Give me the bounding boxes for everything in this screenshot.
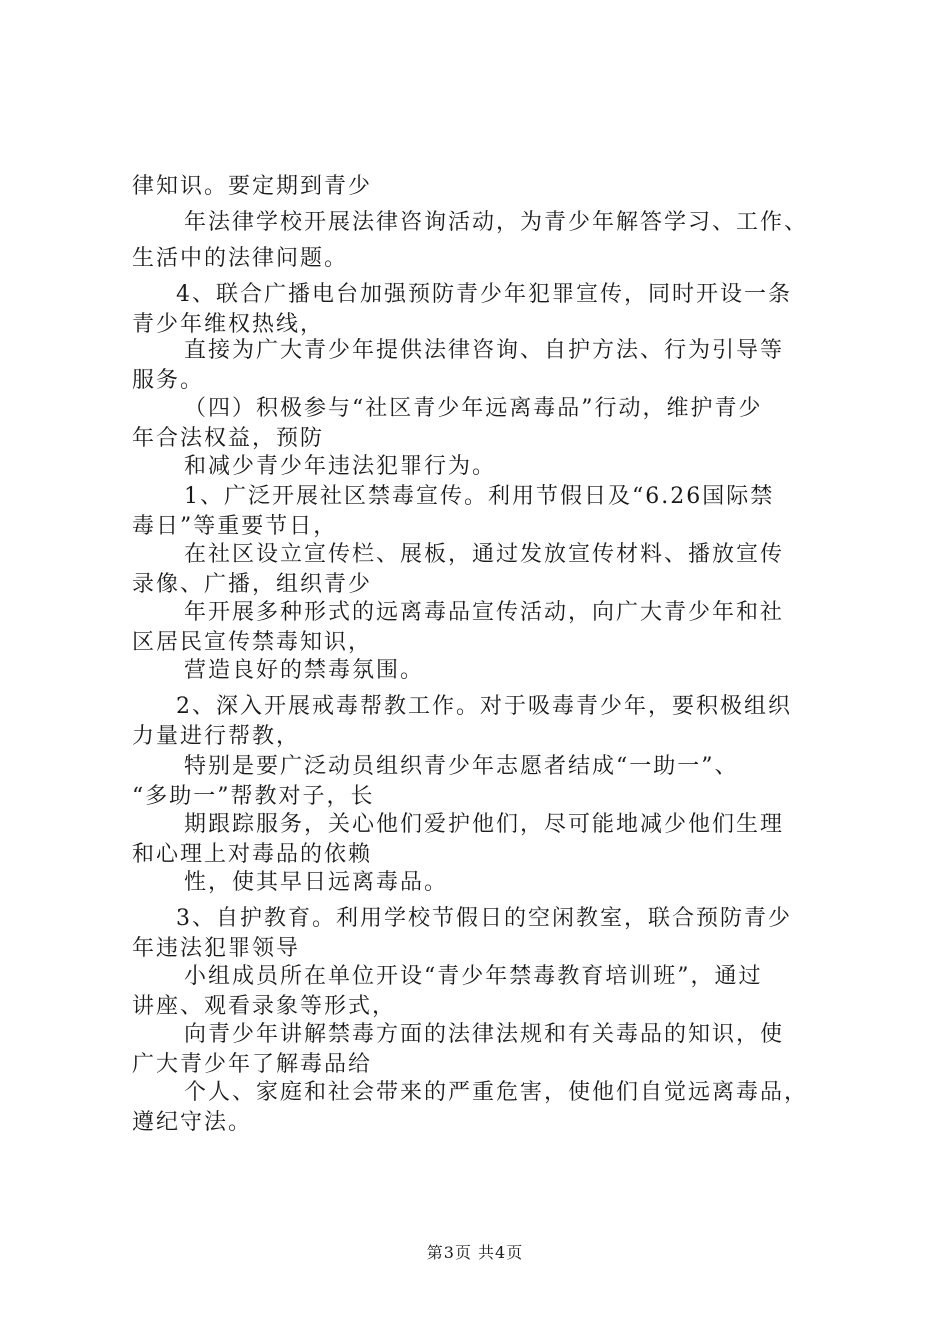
text-line: 2、深入开展戒毒帮教工作。对于吸毒青少年，要积极组织	[176, 694, 792, 719]
text-line: 生活中的法律问题。	[132, 246, 349, 271]
text-line: 3、自护教育。利用学校节假日的空闲教室，联合预防青少	[176, 906, 792, 931]
text-line: 和心理上对毒品的依赖	[132, 842, 373, 867]
page-footer: 第3页 共4页	[426, 1243, 524, 1262]
text-line: 年违法犯罪领导	[132, 936, 301, 961]
text-line: 个人、家庭和社会带来的严重危害，使他们自觉远离毒品，	[184, 1080, 809, 1105]
text-line: 服务。	[132, 368, 205, 393]
text-line: 向青少年讲解禁毒方面的法律法规和有关毒品的知识，使	[184, 1022, 785, 1047]
text-line: 1、广泛开展社区禁毒宣传。利用节假日及“6.26国际禁	[184, 484, 775, 509]
text-line: 区居民宣传禁毒知识，	[132, 630, 373, 655]
text-line: 年法律学校开展法律咨询活动，为青少年解答学习、工作、	[184, 210, 809, 235]
text-line: 年开展多种形式的远离毒品宣传活动，向广大青少年和社	[184, 600, 785, 625]
text-line: 期跟踪服务，关心他们爱护他们，尽可能地减少他们生理	[184, 812, 785, 837]
text-line: 直接为广大青少年提供法律咨询、自护方法、行为引导等	[184, 338, 785, 363]
text-line: 律知识。要定期到青少	[132, 174, 373, 199]
text-line: 年合法权益，预防	[132, 426, 325, 451]
text-line: “多助一”帮教对子，长	[132, 784, 375, 809]
text-line: 讲座、观看录象等形式，	[132, 994, 397, 1019]
text-line: 特别是要广泛动员组织青少年志愿者结成“一助一”、	[184, 754, 739, 779]
text-line: 遵纪守法。	[132, 1110, 253, 1135]
text-line: 小组成员所在单位开设“青少年禁毒教育培训班”，通过	[184, 964, 763, 989]
text-line: 在社区设立宣传栏、展板，通过发放宣传材料、播放宣传	[184, 542, 785, 567]
text-line: 营造良好的禁毒氛围。	[184, 658, 425, 683]
text-line: 广大青少年了解毒品给	[132, 1052, 373, 1077]
text-line: 录像、广播，组织青少	[132, 572, 373, 597]
text-line: 青少年维权热线，	[132, 312, 325, 337]
text-line: 4、联合广播电台加强预防青少年犯罪宣传，同时开设一条	[176, 282, 792, 307]
text-line: 性，使其早日远离毒品。	[184, 870, 449, 895]
text-line: 毒日”等重要节日，	[132, 514, 338, 539]
text-line: 力量进行帮教，	[132, 724, 301, 749]
text-line: （四）积极参与“社区青少年远离毒品”行动，维护青少	[184, 396, 763, 421]
text-line: 和减少青少年违法犯罪行为。	[184, 454, 497, 479]
